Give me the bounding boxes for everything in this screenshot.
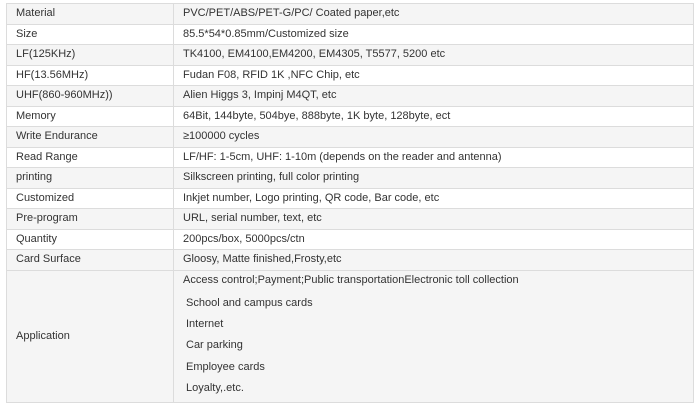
application-item-employee: Employee cards xyxy=(186,360,265,373)
table-row xyxy=(7,65,694,86)
table-row xyxy=(7,188,694,209)
application-row xyxy=(7,270,694,403)
row-label: Material xyxy=(7,4,174,25)
row-label: Write Endurance xyxy=(7,127,174,148)
table-row xyxy=(7,86,694,107)
row-value: Inkjet number, Logo printing, QR code, Bar code, etc xyxy=(174,188,694,209)
table-row xyxy=(7,209,694,230)
row-label: printing xyxy=(7,168,174,189)
row-label: Memory xyxy=(7,106,174,127)
row-label: HF(13.56MHz) xyxy=(7,65,174,86)
row-label: Card Surface xyxy=(7,250,174,271)
row-value: 85.5*54*0.85mm/Customized size xyxy=(174,24,694,45)
application-label: Application xyxy=(7,270,174,403)
table-row xyxy=(7,45,694,66)
row-label: Pre-program xyxy=(7,209,174,230)
application-value xyxy=(174,270,694,403)
row-value: 200pcs/box, 5000pcs/ctn xyxy=(174,229,694,250)
application-item-school: School and campus cards xyxy=(186,296,313,309)
row-value: ≥100000 cycles xyxy=(174,127,694,148)
row-value: Gloosy, Matte finished,Frosty,etc xyxy=(174,250,694,271)
application-item-internet: Internet xyxy=(186,317,224,330)
row-value: TK4100, EM4100,EM4200, EM4305, T5577, 5200 etc xyxy=(174,45,694,66)
table-row xyxy=(7,250,694,271)
table-row xyxy=(7,127,694,148)
row-label: Read Range xyxy=(7,147,174,168)
row-label: LF(125KHz) xyxy=(7,45,174,66)
row-value: Alien Higgs 3, Impinj M4QT, etc xyxy=(174,86,694,107)
row-label: Quantity xyxy=(7,229,174,250)
row-value: Fudan F08, RFID 1K ,NFC Chip, etc xyxy=(174,65,694,86)
table-row xyxy=(7,229,694,250)
row-value: 64Bit, 144byte, 504bye, 888byte, 1K byte, 128byte, ect xyxy=(174,106,694,127)
application-item-car-parking: Car parking xyxy=(186,339,243,352)
table-row xyxy=(7,4,694,25)
spec-table xyxy=(6,3,694,403)
row-label: UHF(860-960MHz)) xyxy=(7,86,174,107)
row-value: PVC/PET/ABS/PET-G/PC/ Coated paper,etc xyxy=(174,4,694,25)
row-label: Size xyxy=(7,24,174,45)
table-row xyxy=(7,24,694,45)
table-row xyxy=(7,147,694,168)
row-label: Customized xyxy=(7,188,174,209)
table-row xyxy=(7,168,694,189)
row-value: Silkscreen printing, full color printing xyxy=(174,168,694,189)
row-value: LF/HF: 1-5cm, UHF: 1-10m (depends on the reader and antenna) xyxy=(174,147,694,168)
application-intro: Access control;Payment;Public transportationElectronic toll collection xyxy=(183,273,519,286)
table-row xyxy=(7,106,694,127)
row-value: URL, serial number, text, etc xyxy=(174,209,694,230)
application-item-loyalty: Loyalty,.etc. xyxy=(186,382,244,395)
